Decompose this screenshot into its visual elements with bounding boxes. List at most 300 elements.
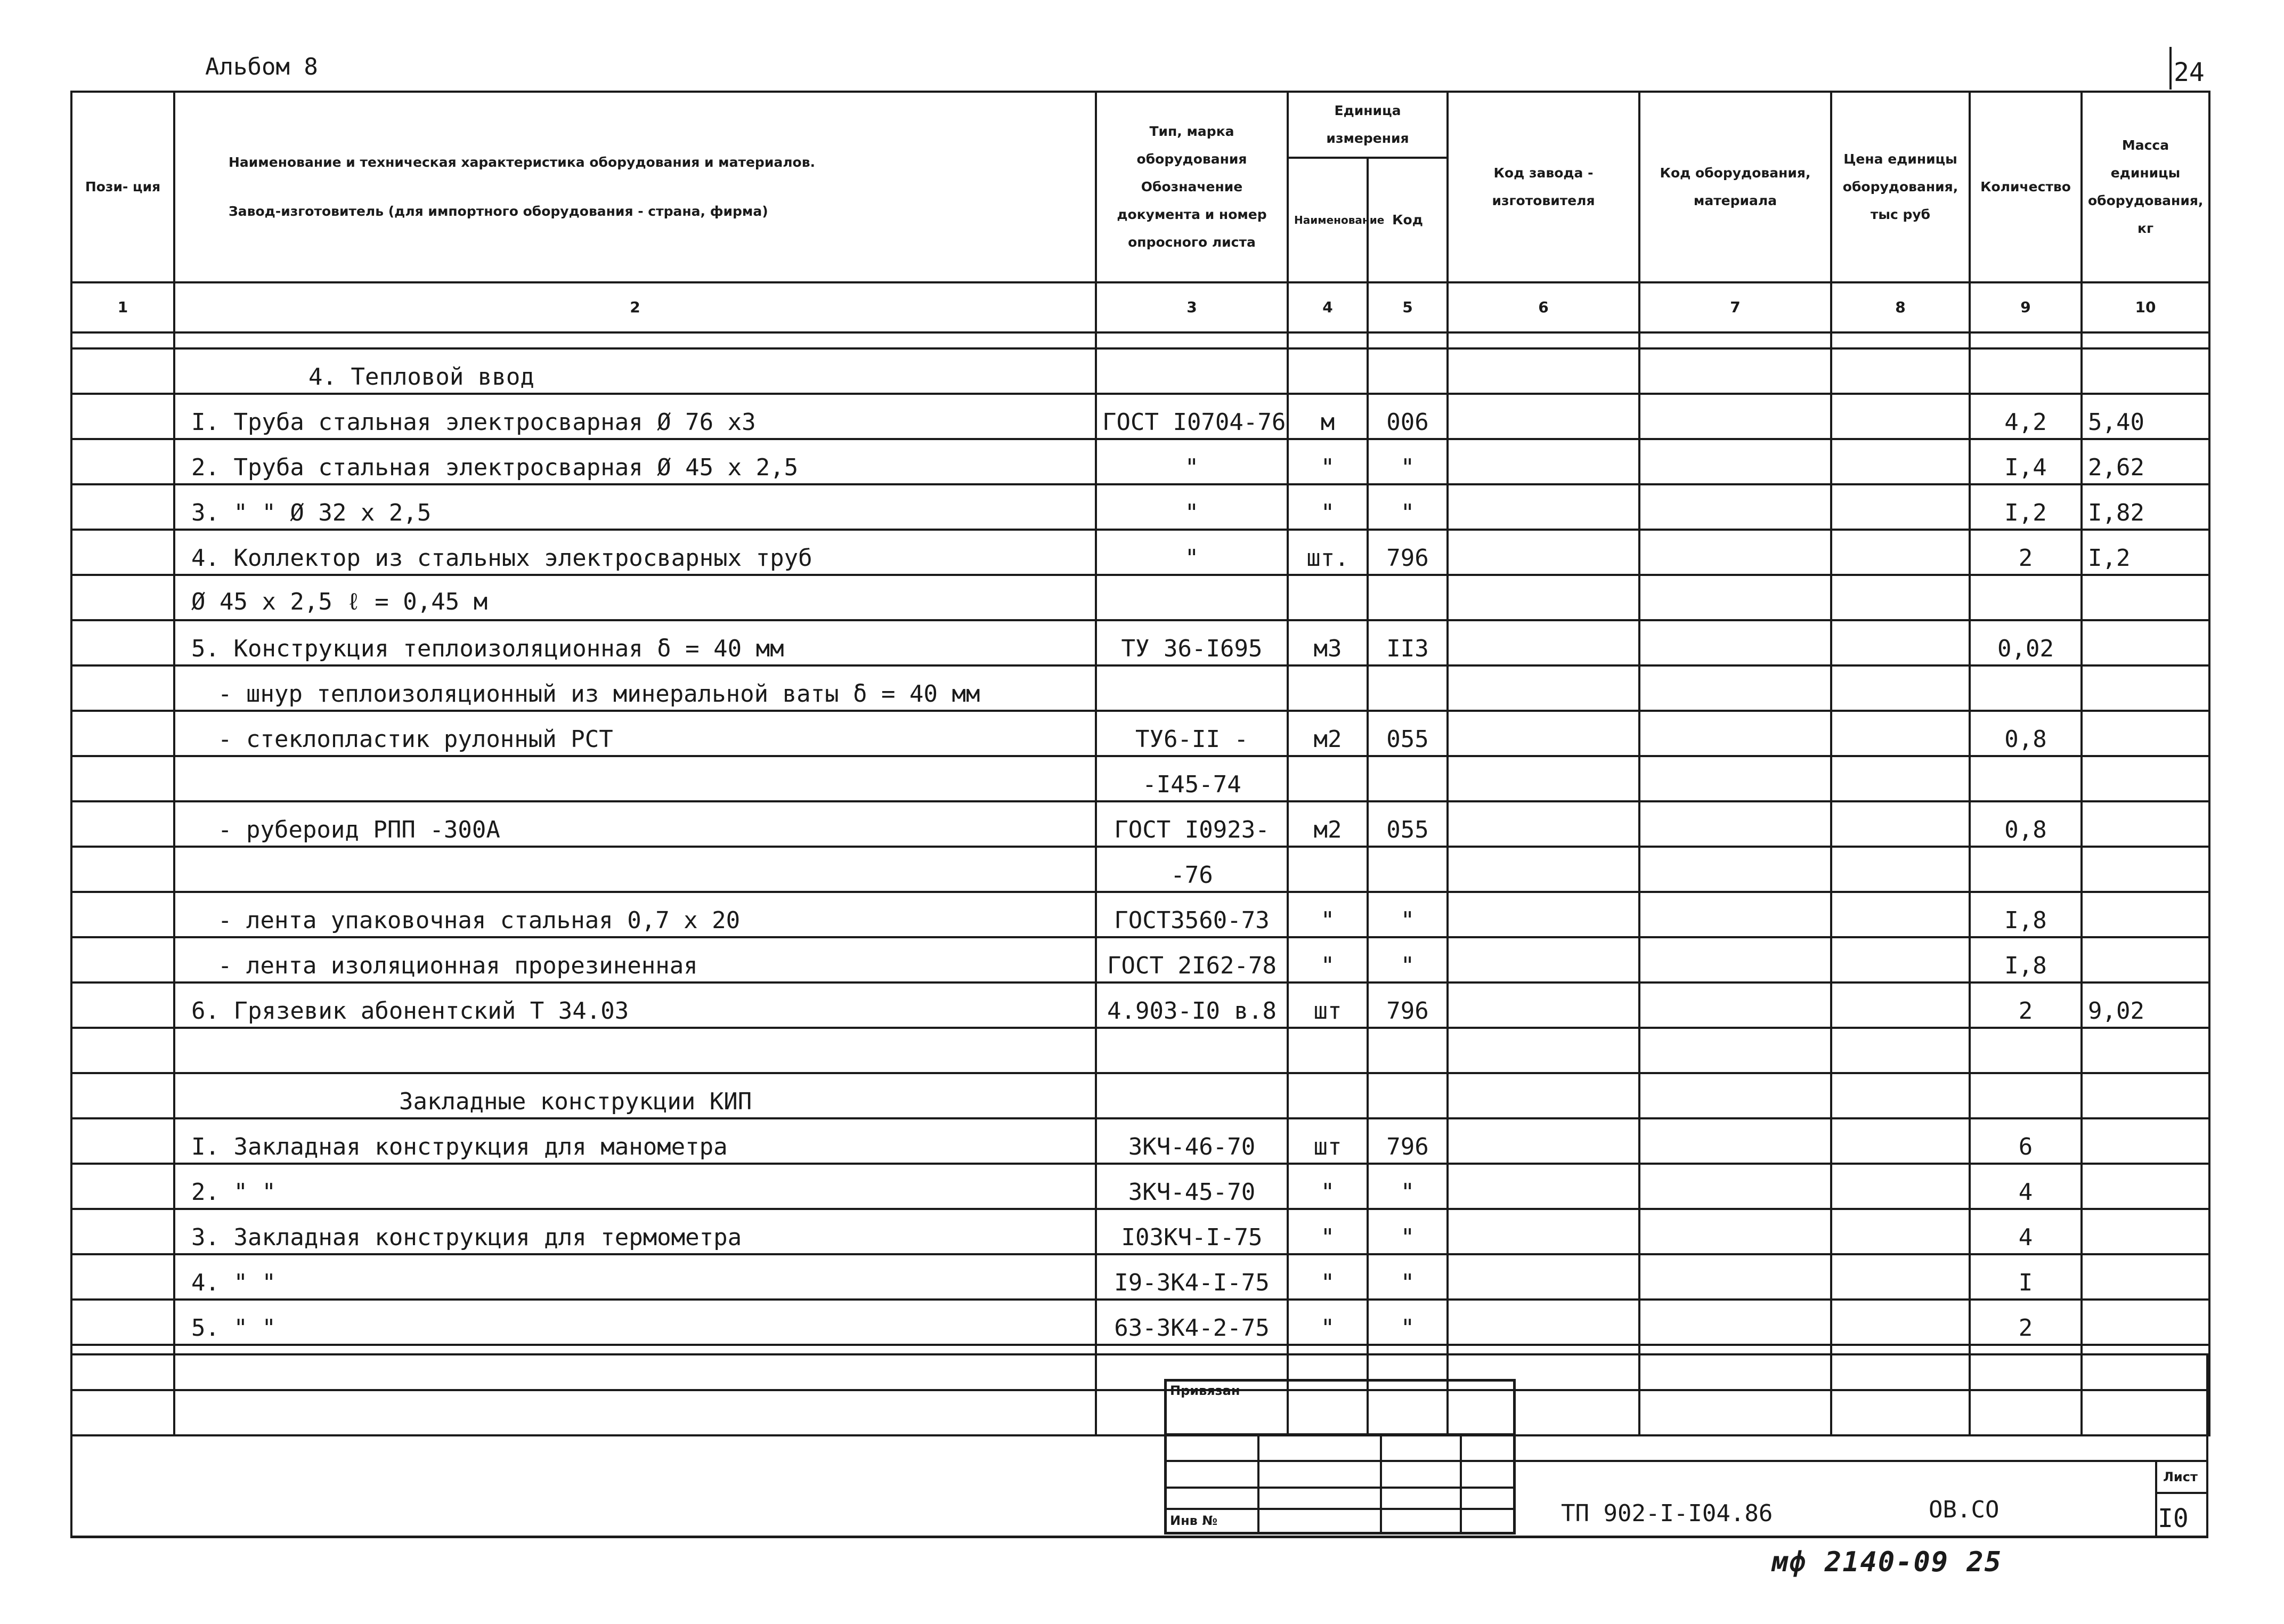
cell-unit-code: " — [1368, 1300, 1448, 1345]
sheet-number: I0 — [2158, 1504, 2189, 1533]
cell-unit: " — [1288, 937, 1368, 982]
cell-factory-code — [1448, 982, 1639, 1028]
specification-table — [70, 91, 2210, 1436]
cell-name: I. Труба стальная электросварная Ø 76 x3 — [174, 394, 1096, 439]
cell-factory-code — [1448, 575, 1639, 620]
cell-quantity — [1970, 847, 2082, 892]
cell-unit: м3 — [1288, 620, 1368, 665]
table-row — [71, 1028, 2209, 1073]
cell-position — [71, 620, 174, 665]
stamp-divider — [1460, 1433, 1462, 1534]
cell-position — [71, 801, 174, 847]
cell-position — [71, 937, 174, 982]
column-number: 8 — [1831, 282, 1970, 332]
cell-price — [1831, 1390, 1970, 1435]
cell-unit — [1288, 1073, 1368, 1118]
cell-name — [174, 756, 1096, 801]
binding-stamp — [1164, 1379, 1516, 1534]
column-number: 2 — [174, 282, 1096, 332]
cell-price — [1831, 1345, 1970, 1390]
stamp-bound-label: Привязан — [1170, 1383, 1240, 1398]
cell-factory-code — [1448, 484, 1639, 530]
cell-unit-code: 055 — [1368, 711, 1448, 756]
frame-right — [2206, 1353, 2208, 1537]
cell-price — [1831, 348, 1970, 394]
cell-unit — [1288, 1028, 1368, 1073]
cell-type — [1096, 1073, 1288, 1118]
cell-mass: 5,40 — [2082, 394, 2209, 439]
cell-mass — [2082, 1390, 2209, 1435]
cell-name: - шнур теплоизоляционный из минеральной ваты δ = 40 мм — [174, 665, 1096, 711]
cell-unit: м2 — [1288, 801, 1368, 847]
cell-quantity — [1970, 665, 2082, 711]
cell-equipment-code — [1639, 1300, 1831, 1345]
cell-name — [174, 847, 1096, 892]
cell-mass: 2,62 — [2082, 439, 2209, 484]
cell-unit-code: " — [1368, 484, 1448, 530]
table-row — [71, 982, 2209, 1028]
cell-type — [1096, 1028, 1288, 1073]
cell-position — [71, 847, 174, 892]
cell-type — [1096, 665, 1288, 711]
cell-equipment-code — [1639, 982, 1831, 1028]
cell-unit: м2 — [1288, 711, 1368, 756]
header-unit-name: Наименование — [1288, 158, 1368, 282]
document-code: ТП 902-I-I04.86 — [1561, 1500, 1773, 1527]
cell-equipment-code — [1639, 711, 1831, 756]
column-number: 4 — [1288, 282, 1368, 332]
cell-unit: шт — [1288, 982, 1368, 1028]
column-number: 1 — [71, 282, 174, 332]
table-row — [71, 394, 2209, 439]
table-row — [71, 620, 2209, 665]
cell-price — [1831, 1164, 1970, 1209]
cell-price — [1831, 982, 1970, 1028]
cell-price — [1831, 575, 1970, 620]
cell-mass — [2082, 1300, 2209, 1345]
cell-unit: " — [1288, 892, 1368, 937]
header-name-line2: Завод-изготовитель (для импортного оборудования - страна, фирма) — [229, 204, 768, 219]
cell-mass — [2082, 1073, 2209, 1118]
stamp-divider — [1380, 1433, 1382, 1534]
cell-quantity: 4 — [1970, 1164, 2082, 1209]
cell-factory-code — [1448, 1073, 1639, 1118]
cell-quantity: I,8 — [1970, 892, 2082, 937]
cell-price — [1831, 484, 1970, 530]
cell-unit: " — [1288, 439, 1368, 484]
cell-unit-code: 055 — [1368, 801, 1448, 847]
cell-name: - лента упаковочная стальная 0,7 x 20 — [174, 892, 1096, 937]
page-number: 24 — [2174, 58, 2205, 87]
column-number: 10 — [2082, 282, 2209, 332]
table-row — [71, 937, 2209, 982]
cell-type: ГОСТ 2I62-78 — [1096, 937, 1288, 982]
cell-equipment-code — [1639, 1164, 1831, 1209]
cell-quantity: 0,8 — [1970, 801, 2082, 847]
cell-unit-code — [1368, 847, 1448, 892]
cell-mass — [2082, 1028, 2209, 1073]
cell-position — [71, 982, 174, 1028]
cell-type: ЗКЧ-45-70 — [1096, 1164, 1288, 1209]
cell-factory-code — [1448, 439, 1639, 484]
cell-position — [71, 1073, 174, 1118]
column-number: 6 — [1448, 282, 1639, 332]
header-unit: Единица измерения — [1288, 92, 1448, 158]
cell-unit: " — [1288, 1209, 1368, 1254]
cell-unit-code — [1368, 575, 1448, 620]
cell-factory-code — [1448, 1028, 1639, 1073]
cell-mass — [2082, 575, 2209, 620]
footer-code: мф 2140-09 25 — [1771, 1546, 2002, 1578]
cell-equipment-code — [1639, 620, 1831, 665]
cell-unit — [1288, 665, 1368, 711]
cell-factory-code — [1448, 530, 1639, 575]
column-number: 5 — [1368, 282, 1448, 332]
cell-type: ГОСТ3560-73 — [1096, 892, 1288, 937]
table-row — [71, 348, 2209, 394]
cell-name: - стеклопластик рулонный РСТ — [174, 711, 1096, 756]
cell-quantity: I,2 — [1970, 484, 2082, 530]
cell-unit-code — [1368, 665, 1448, 711]
cell-unit-code — [1368, 756, 1448, 801]
cell-unit-code: 796 — [1368, 530, 1448, 575]
cell-type: " — [1096, 439, 1288, 484]
cell-unit: шт — [1288, 1118, 1368, 1164]
cell-quantity: 4,2 — [1970, 394, 2082, 439]
cell-position — [71, 665, 174, 711]
cell-mass — [2082, 711, 2209, 756]
table-row — [71, 1345, 2209, 1390]
cell-price — [1831, 711, 1970, 756]
cell-quantity: 4 — [1970, 1209, 2082, 1254]
cell-factory-code — [1448, 620, 1639, 665]
page-number-divider — [2169, 47, 2172, 90]
cell-position — [71, 1028, 174, 1073]
cell-quantity: I — [1970, 1254, 2082, 1300]
cell-name: 3. " " Ø 32 x 2,5 — [174, 484, 1096, 530]
stamp-rule — [1164, 1460, 1516, 1462]
cell-name: Закладные конструкции КИП — [174, 1073, 1096, 1118]
header-position: Пози- ция — [71, 92, 174, 282]
cell-equipment-code — [1639, 394, 1831, 439]
cell-price — [1831, 1300, 1970, 1345]
cell-unit-code: 796 — [1368, 1118, 1448, 1164]
cell-price — [1831, 847, 1970, 892]
cell-unit — [1288, 756, 1368, 801]
cell-unit — [1288, 847, 1368, 892]
cell-mass — [2082, 756, 2209, 801]
cell-unit-code: 006 — [1368, 394, 1448, 439]
cell-position — [71, 530, 174, 575]
cell-price — [1831, 801, 1970, 847]
cell-position — [71, 1118, 174, 1164]
cell-name: - лента изоляционная прорезиненная — [174, 937, 1096, 982]
header-type: Тип, марка оборудования Обозначение документа и номер опросного листа — [1096, 92, 1288, 282]
table-row — [71, 1254, 2209, 1300]
cell-quantity — [1970, 1073, 2082, 1118]
table-row — [71, 892, 2209, 937]
cell-price — [1831, 665, 1970, 711]
cell-type: ГОСТ I0704-76 — [1096, 394, 1288, 439]
cell-type: " — [1096, 484, 1288, 530]
cell-quantity: 6 — [1970, 1118, 2082, 1164]
cell-quantity: I,4 — [1970, 439, 2082, 484]
stamp-inventory-label: Инв № — [1170, 1513, 1218, 1528]
header-quantity: Количество — [1970, 92, 2082, 282]
table-row — [71, 801, 2209, 847]
sheet-divider — [2155, 1460, 2157, 1537]
cell-equipment-code — [1639, 1209, 1831, 1254]
table-row — [71, 756, 2209, 801]
cell-type — [1096, 348, 1288, 394]
cell-price — [1831, 756, 1970, 801]
cell-unit-code: II3 — [1368, 620, 1448, 665]
cell-mass — [2082, 937, 2209, 982]
cell-factory-code — [1448, 1300, 1639, 1345]
cell-quantity: 2 — [1970, 1300, 2082, 1345]
cell-unit: " — [1288, 484, 1368, 530]
sheet-label: Лист — [2163, 1469, 2198, 1484]
cell-factory-code — [1448, 1164, 1639, 1209]
cell-price — [1831, 1254, 1970, 1300]
table-row — [71, 484, 2209, 530]
stamp-divider — [1257, 1433, 1259, 1534]
cell-unit: " — [1288, 1300, 1368, 1345]
cell-equipment-code — [1639, 530, 1831, 575]
frame-left — [70, 1353, 72, 1537]
table-row — [71, 711, 2209, 756]
cell-price — [1831, 1073, 1970, 1118]
cell-unit: шт. — [1288, 530, 1368, 575]
column-number: 7 — [1639, 282, 1831, 332]
cell-position — [71, 484, 174, 530]
cell-unit — [1288, 575, 1368, 620]
cell-mass — [2082, 801, 2209, 847]
cell-price — [1831, 530, 1970, 575]
cell-equipment-code — [1639, 1073, 1831, 1118]
table-row — [71, 847, 2209, 892]
cell-factory-code — [1448, 711, 1639, 756]
cell-quantity — [1970, 1390, 2082, 1435]
cell-position — [71, 1164, 174, 1209]
cell-equipment-code — [1639, 575, 1831, 620]
album-label: Альбом 8 — [205, 53, 318, 80]
cell-position — [71, 756, 174, 801]
cell-name: 5. Конструкция теплоизоляционная δ = 40 мм — [174, 620, 1096, 665]
cell-factory-code — [1448, 665, 1639, 711]
cell-quantity: 2 — [1970, 982, 2082, 1028]
cell-name: 2. " " — [174, 1164, 1096, 1209]
cell-mass — [2082, 348, 2209, 394]
stamp-rule — [1164, 1487, 1516, 1489]
column-number: 3 — [1096, 282, 1288, 332]
cell-equipment-code — [1639, 439, 1831, 484]
cell-quantity: 0,8 — [1970, 711, 2082, 756]
cell-position — [71, 1209, 174, 1254]
cell-unit-code: 796 — [1368, 982, 1448, 1028]
header-gap-row — [71, 332, 2209, 348]
cell-unit-code: " — [1368, 1254, 1448, 1300]
cell-price — [1831, 937, 1970, 982]
cell-name — [174, 1028, 1096, 1073]
table-row — [71, 439, 2209, 484]
frame-bottom — [70, 1536, 2208, 1538]
cell-unit-code: " — [1368, 1164, 1448, 1209]
cell-equipment-code — [1639, 892, 1831, 937]
header-name — [174, 92, 1096, 282]
header-factory-code: Код завода - изготовителя — [1448, 92, 1639, 282]
table-row — [71, 530, 2209, 575]
cell-factory-code — [1448, 1118, 1639, 1164]
cell-name: 2. Труба стальная электросварная Ø 45 x 2,5 — [174, 439, 1096, 484]
cell-type: 4.903-I0 в.8 — [1096, 982, 1288, 1028]
cell-unit-code: " — [1368, 1209, 1448, 1254]
cell-factory-code — [1448, 394, 1639, 439]
cell-mass — [2082, 1254, 2209, 1300]
cell-type: I03КЧ-I-75 — [1096, 1209, 1288, 1254]
cell-mass — [2082, 1345, 2209, 1390]
stamp-rule — [1164, 1433, 1516, 1435]
cell-equipment-code — [1639, 1390, 1831, 1435]
cell-factory-code — [1448, 1209, 1639, 1254]
cell-equipment-code — [1639, 937, 1831, 982]
header-price: Цена единицы оборудования, тыс руб — [1831, 92, 1970, 282]
cell-name: 4. " " — [174, 1254, 1096, 1300]
table-row — [71, 1300, 2209, 1345]
header-equipment-code: Код оборудования, материала — [1639, 92, 1831, 282]
cell-factory-code — [1448, 1254, 1639, 1300]
cell-position — [71, 711, 174, 756]
cell-price — [1831, 439, 1970, 484]
cell-position — [71, 575, 174, 620]
cell-mass — [2082, 665, 2209, 711]
table-row — [71, 1164, 2209, 1209]
header-unit-code: Код — [1368, 158, 1448, 282]
cell-unit: " — [1288, 1254, 1368, 1300]
cell-name: I. Закладная конструкция для манометра — [174, 1118, 1096, 1164]
cell-unit-code: " — [1368, 937, 1448, 982]
table-row — [71, 1118, 2209, 1164]
cell-quantity — [1970, 756, 2082, 801]
cell-mass: I,2 — [2082, 530, 2209, 575]
cell-equipment-code — [1639, 348, 1831, 394]
cell-name: 3. Закладная конструкция для термометра — [174, 1209, 1096, 1254]
cell-name — [174, 1390, 1096, 1435]
cell-unit — [1288, 348, 1368, 394]
cell-unit-code: " — [1368, 439, 1448, 484]
cell-mass — [2082, 1164, 2209, 1209]
cell-position — [71, 1345, 174, 1390]
cell-factory-code — [1448, 937, 1639, 982]
cell-price — [1831, 1209, 1970, 1254]
cell-position — [71, 1254, 174, 1300]
cell-factory-code — [1448, 756, 1639, 801]
cell-mass — [2082, 1209, 2209, 1254]
cell-type: I9-ЗК4-I-75 — [1096, 1254, 1288, 1300]
cell-price — [1831, 1118, 1970, 1164]
cell-type: " — [1096, 530, 1288, 575]
cell-quantity: 2 — [1970, 530, 2082, 575]
cell-mass — [2082, 847, 2209, 892]
sheet-rule — [2155, 1492, 2208, 1494]
cell-equipment-code — [1639, 847, 1831, 892]
cell-factory-code — [1448, 348, 1639, 394]
cell-unit: " — [1288, 1164, 1368, 1209]
cell-name: - рубероид РПП -300А — [174, 801, 1096, 847]
cell-mass: 9,02 — [2082, 982, 2209, 1028]
table-row — [71, 1209, 2209, 1254]
frame-rule — [70, 1353, 2208, 1355]
cell-factory-code — [1448, 892, 1639, 937]
cell-unit: м — [1288, 394, 1368, 439]
cell-name: 6. Грязевик абонентский Т 34.03 — [174, 982, 1096, 1028]
header-name-line1: Наименование и техническая характеристика оборудования и материалов. — [229, 155, 816, 170]
cell-type: ЗКЧ-46-70 — [1096, 1118, 1288, 1164]
cell-equipment-code — [1639, 665, 1831, 711]
cell-equipment-code — [1639, 1028, 1831, 1073]
cell-quantity — [1970, 1028, 2082, 1073]
cell-type — [1096, 575, 1288, 620]
cell-position — [71, 1390, 174, 1435]
cell-mass: I,82 — [2082, 484, 2209, 530]
cell-name: 4. Коллектор из стальных электросварных труб — [174, 530, 1096, 575]
cell-position — [71, 1300, 174, 1345]
table-row — [71, 1390, 2209, 1435]
cell-mass — [2082, 1118, 2209, 1164]
cell-quantity: 0,02 — [1970, 620, 2082, 665]
cell-quantity — [1970, 1345, 2082, 1390]
cell-position — [71, 348, 174, 394]
cell-equipment-code — [1639, 756, 1831, 801]
cell-position — [71, 439, 174, 484]
cell-name: Ø 45 x 2,5 ℓ = 0,45 м — [174, 575, 1096, 620]
cell-equipment-code — [1639, 1118, 1831, 1164]
cell-position — [71, 394, 174, 439]
cell-quantity — [1970, 575, 2082, 620]
cell-quantity — [1970, 348, 2082, 394]
cell-type: -76 — [1096, 847, 1288, 892]
cell-quantity: I,8 — [1970, 937, 2082, 982]
cell-unit-code — [1368, 1028, 1448, 1073]
document-section: ОВ.СО — [1929, 1496, 1999, 1523]
table-row — [71, 1073, 2209, 1118]
cell-unit-code — [1368, 1073, 1448, 1118]
stamp-rule — [1164, 1508, 1516, 1510]
cell-price — [1831, 394, 1970, 439]
cell-name: 4. Тепловой ввод — [174, 348, 1096, 394]
cell-price — [1831, 1028, 1970, 1073]
title-block-rule — [1516, 1460, 2208, 1462]
column-number: 9 — [1970, 282, 2082, 332]
cell-equipment-code — [1639, 801, 1831, 847]
cell-name — [174, 1345, 1096, 1390]
table-row — [71, 665, 2209, 711]
cell-position — [71, 892, 174, 937]
cell-equipment-code — [1639, 1345, 1831, 1390]
cell-type: 63-ЗК4-2-75 — [1096, 1300, 1288, 1345]
cell-type: -I45-74 — [1096, 756, 1288, 801]
cell-name: 5. " " — [174, 1300, 1096, 1345]
cell-mass — [2082, 620, 2209, 665]
table-row — [71, 575, 2209, 620]
cell-type: ТУ6-II - — [1096, 711, 1288, 756]
cell-price — [1831, 620, 1970, 665]
cell-price — [1831, 892, 1970, 937]
cell-factory-code — [1448, 801, 1639, 847]
cell-equipment-code — [1639, 1254, 1831, 1300]
header-mass: Масса единицы оборудования, кг — [2082, 92, 2209, 282]
cell-equipment-code — [1639, 484, 1831, 530]
